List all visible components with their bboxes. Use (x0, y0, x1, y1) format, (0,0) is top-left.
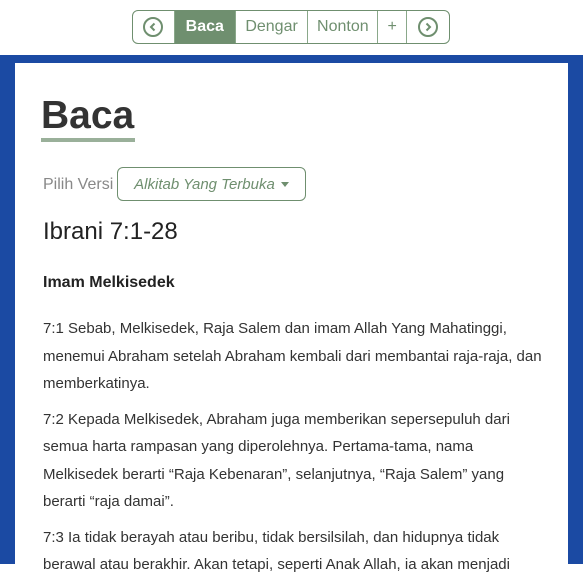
tab-nonton[interactable]: Nonton (308, 11, 378, 43)
verse-text: 7:2 Kepada Melkisedek, Abraham juga memberikan sepersepuluh dari semua harta rampasan yang diperolehnya. Pertama-tama, nama Melkisedek berarti “Raja Kebenaran”, selanjutnya, “Raja Salem” yang berarti “raja damai”. (43, 410, 510, 510)
tab-baca[interactable]: Baca (175, 11, 236, 43)
caret-down-icon (281, 182, 289, 187)
reader-nav-group (132, 10, 450, 44)
top-navigation-bar (0, 0, 583, 55)
version-label: Pilih Versi (43, 176, 114, 193)
chevron-right-circle-icon (418, 17, 438, 37)
more-tabs-button[interactable]: + (378, 11, 407, 43)
passage-reference: Ibrani 7:1-28 (43, 218, 178, 245)
next-chapter-button[interactable] (407, 11, 449, 43)
version-dropdown[interactable] (117, 167, 306, 201)
verse-text: 7:3 Ia tidak berayah atau beribu, tidak bersilsilah, dan hidupnya tidak berawal atau berakhir. Akan tetapi, seperti Anak Allah, ia akan menjadi (43, 528, 510, 573)
title-underline (41, 138, 135, 142)
chevron-left-circle-icon (143, 17, 163, 37)
version-dropdown-value: Alkitab Yang Terbuka (134, 175, 275, 193)
tab-dengar[interactable]: Dengar (236, 11, 309, 43)
section-title: Imam Melkisedek (43, 274, 175, 291)
page-title: Baca (41, 94, 135, 137)
verse-list (43, 315, 543, 587)
verse-text: 7:1 Sebab, Melkisedek, Raja Salem dan imam Allah Yang Mahatinggi, menemui Abraham setelah Abraham kembali dari membantai raja-raja, dan memberkatinya. (43, 320, 542, 392)
previous-chapter-button[interactable] (133, 11, 175, 43)
